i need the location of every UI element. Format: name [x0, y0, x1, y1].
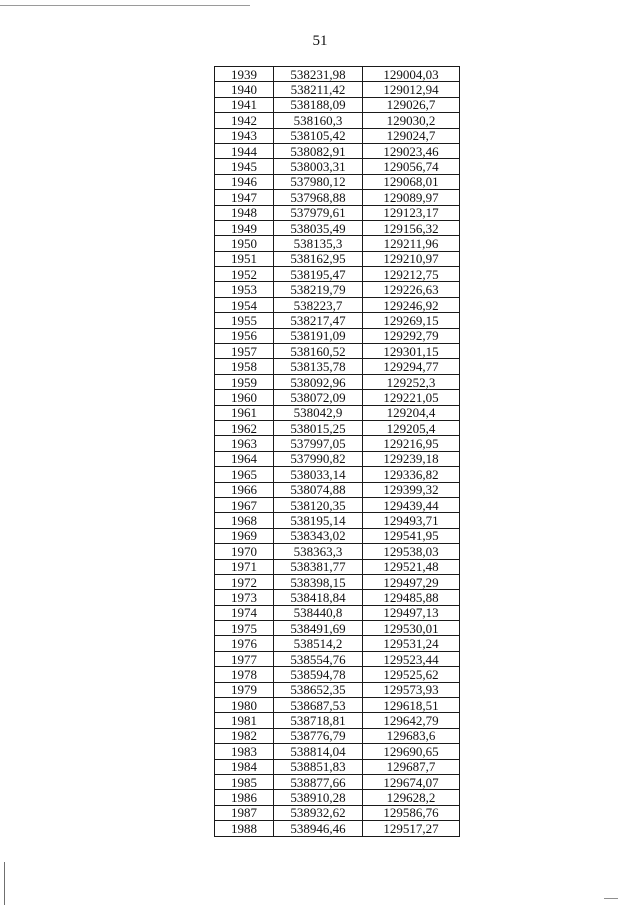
table-row: [215, 805, 460, 820]
year-cell: 1986: [215, 790, 274, 805]
year-cell: 1951: [215, 251, 274, 266]
table-row: [215, 744, 460, 759]
year-cell: 1978: [215, 667, 274, 682]
year-cell: 1947: [215, 190, 274, 205]
table-row: [215, 759, 460, 774]
x-coordinate-cell: 538687,53: [274, 698, 363, 713]
y-coordinate-cell: 129068,01: [363, 174, 460, 189]
x-coordinate-cell: 538003,31: [274, 159, 363, 174]
year-cell: 1955: [215, 313, 274, 328]
x-coordinate-cell: 537979,61: [274, 205, 363, 220]
x-coordinate-cell: 538652,35: [274, 682, 363, 697]
table-row: [215, 82, 460, 97]
year-cell: 1950: [215, 236, 274, 251]
x-coordinate-cell: 538946,46: [274, 821, 363, 836]
table-row: [215, 667, 460, 682]
year-cell: 1948: [215, 205, 274, 220]
table-row: [215, 359, 460, 374]
x-coordinate-cell: 538223,7: [274, 297, 363, 312]
year-cell: 1982: [215, 728, 274, 743]
year-cell: 1969: [215, 528, 274, 543]
y-coordinate-cell: 129439,44: [363, 497, 460, 512]
y-coordinate-cell: 129089,97: [363, 190, 460, 205]
y-coordinate-cell: 129523,44: [363, 651, 460, 666]
x-coordinate-cell: 538015,25: [274, 420, 363, 435]
y-coordinate-cell: 129683,6: [363, 728, 460, 743]
y-coordinate-cell: 129521,48: [363, 559, 460, 574]
x-coordinate-cell: 538082,91: [274, 143, 363, 158]
table-row: [215, 682, 460, 697]
y-coordinate-cell: 129216,95: [363, 436, 460, 451]
coordinates-table-body: [215, 67, 460, 837]
table-row: [215, 420, 460, 435]
table-row: [215, 220, 460, 235]
x-coordinate-cell: 538776,79: [274, 728, 363, 743]
y-coordinate-cell: 129030,2: [363, 113, 460, 128]
table-row: [215, 513, 460, 528]
year-cell: 1968: [215, 513, 274, 528]
y-coordinate-cell: 129690,65: [363, 744, 460, 759]
year-cell: 1967: [215, 497, 274, 512]
y-coordinate-cell: 129538,03: [363, 544, 460, 559]
year-cell: 1940: [215, 82, 274, 97]
year-cell: 1954: [215, 297, 274, 312]
x-coordinate-cell: 538363,3: [274, 544, 363, 559]
table-row: [215, 621, 460, 636]
y-coordinate-cell: 129012,94: [363, 82, 460, 97]
x-coordinate-cell: 537990,82: [274, 451, 363, 466]
x-coordinate-cell: 538418,84: [274, 590, 363, 605]
year-cell: 1985: [215, 774, 274, 789]
year-cell: 1979: [215, 682, 274, 697]
x-coordinate-cell: 538211,42: [274, 82, 363, 97]
year-cell: 1943: [215, 128, 274, 143]
x-coordinate-cell: 538851,83: [274, 759, 363, 774]
y-coordinate-cell: 129642,79: [363, 713, 460, 728]
x-coordinate-cell: 538814,04: [274, 744, 363, 759]
year-cell: 1959: [215, 374, 274, 389]
y-coordinate-cell: 129292,79: [363, 328, 460, 343]
table-row: [215, 174, 460, 189]
x-coordinate-cell: 538910,28: [274, 790, 363, 805]
table-row: [215, 97, 460, 112]
table-row: [215, 128, 460, 143]
page-number: 51: [312, 33, 328, 49]
y-coordinate-cell: 129497,13: [363, 605, 460, 620]
table-row: [215, 267, 460, 282]
x-coordinate-cell: 538188,09: [274, 97, 363, 112]
table-row: [215, 821, 460, 836]
year-cell: 1976: [215, 636, 274, 651]
y-coordinate-cell: 129525,62: [363, 667, 460, 682]
scan-top-rule: [0, 5, 250, 6]
year-cell: 1977: [215, 651, 274, 666]
year-cell: 1965: [215, 467, 274, 482]
year-cell: 1956: [215, 328, 274, 343]
table-row: [215, 497, 460, 512]
x-coordinate-cell: 538217,47: [274, 313, 363, 328]
y-coordinate-cell: 129628,2: [363, 790, 460, 805]
x-coordinate-cell: 538195,47: [274, 267, 363, 282]
coordinates-table-container: [214, 66, 458, 837]
year-cell: 1949: [215, 220, 274, 235]
table-row: [215, 544, 460, 559]
y-coordinate-cell: 129301,15: [363, 344, 460, 359]
scan-left-edge-mark: [4, 862, 5, 905]
x-coordinate-cell: 537968,88: [274, 190, 363, 205]
x-coordinate-cell: 538381,77: [274, 559, 363, 574]
x-coordinate-cell: 538033,14: [274, 467, 363, 482]
y-coordinate-cell: 129246,92: [363, 297, 460, 312]
table-row: [215, 590, 460, 605]
year-cell: 1972: [215, 574, 274, 589]
table-row: [215, 451, 460, 466]
x-coordinate-cell: 538440,8: [274, 605, 363, 620]
table-row: [215, 374, 460, 389]
y-coordinate-cell: 129399,32: [363, 482, 460, 497]
year-cell: 1944: [215, 143, 274, 158]
table-row: [215, 482, 460, 497]
year-cell: 1945: [215, 159, 274, 174]
year-cell: 1961: [215, 405, 274, 420]
x-coordinate-cell: 538092,96: [274, 374, 363, 389]
table-row: [215, 236, 460, 251]
y-coordinate-cell: 129210,97: [363, 251, 460, 266]
x-coordinate-cell: 538343,02: [274, 528, 363, 543]
y-coordinate-cell: 129023,46: [363, 143, 460, 158]
y-coordinate-cell: 129485,88: [363, 590, 460, 605]
table-row: [215, 190, 460, 205]
year-cell: 1975: [215, 621, 274, 636]
table-row: [215, 251, 460, 266]
x-coordinate-cell: 537980,12: [274, 174, 363, 189]
y-coordinate-cell: 129573,93: [363, 682, 460, 697]
table-row: [215, 651, 460, 666]
coordinates-table: [214, 66, 460, 837]
x-coordinate-cell: 538042,9: [274, 405, 363, 420]
table-row: [215, 528, 460, 543]
table-row: [215, 713, 460, 728]
x-coordinate-cell: 538219,79: [274, 282, 363, 297]
y-coordinate-cell: 129056,74: [363, 159, 460, 174]
y-coordinate-cell: 129211,96: [363, 236, 460, 251]
scan-bottom-mark: [604, 898, 618, 899]
table-row: [215, 159, 460, 174]
year-cell: 1963: [215, 436, 274, 451]
year-cell: 1981: [215, 713, 274, 728]
x-coordinate-cell: 537997,05: [274, 436, 363, 451]
table-row: [215, 698, 460, 713]
year-cell: 1980: [215, 698, 274, 713]
table-row: [215, 67, 460, 82]
year-cell: 1966: [215, 482, 274, 497]
year-cell: 1988: [215, 821, 274, 836]
year-cell: 1958: [215, 359, 274, 374]
y-coordinate-cell: 129221,05: [363, 390, 460, 405]
y-coordinate-cell: 129026,7: [363, 97, 460, 112]
x-coordinate-cell: 538120,35: [274, 497, 363, 512]
y-coordinate-cell: 129517,27: [363, 821, 460, 836]
y-coordinate-cell: 129252,3: [363, 374, 460, 389]
year-cell: 1953: [215, 282, 274, 297]
year-cell: 1939: [215, 67, 274, 82]
table-row: [215, 467, 460, 482]
x-coordinate-cell: 538195,14: [274, 513, 363, 528]
table-row: [215, 205, 460, 220]
y-coordinate-cell: 129204,4: [363, 405, 460, 420]
table-row: [215, 313, 460, 328]
y-coordinate-cell: 129156,32: [363, 220, 460, 235]
y-coordinate-cell: 129674,07: [363, 774, 460, 789]
year-cell: 1964: [215, 451, 274, 466]
year-cell: 1970: [215, 544, 274, 559]
table-row: [215, 390, 460, 405]
y-coordinate-cell: 129541,95: [363, 528, 460, 543]
year-cell: 1962: [215, 420, 274, 435]
x-coordinate-cell: 538160,52: [274, 344, 363, 359]
table-row: [215, 297, 460, 312]
table-row: [215, 559, 460, 574]
table-row: [215, 574, 460, 589]
year-cell: 1941: [215, 97, 274, 112]
year-cell: 1984: [215, 759, 274, 774]
table-row: [215, 328, 460, 343]
x-coordinate-cell: 538877,66: [274, 774, 363, 789]
x-coordinate-cell: 538135,3: [274, 236, 363, 251]
year-cell: 1971: [215, 559, 274, 574]
table-row: [215, 636, 460, 651]
year-cell: 1974: [215, 605, 274, 620]
y-coordinate-cell: 129531,24: [363, 636, 460, 651]
x-coordinate-cell: 538932,62: [274, 805, 363, 820]
year-cell: 1946: [215, 174, 274, 189]
table-row: [215, 344, 460, 359]
year-cell: 1952: [215, 267, 274, 282]
x-coordinate-cell: 538035,49: [274, 220, 363, 235]
table-row: [215, 282, 460, 297]
x-coordinate-cell: 538162,95: [274, 251, 363, 266]
y-coordinate-cell: 129336,82: [363, 467, 460, 482]
table-row: [215, 790, 460, 805]
x-coordinate-cell: 538072,09: [274, 390, 363, 405]
year-cell: 1987: [215, 805, 274, 820]
y-coordinate-cell: 129212,75: [363, 267, 460, 282]
y-coordinate-cell: 129687,7: [363, 759, 460, 774]
year-cell: 1957: [215, 344, 274, 359]
y-coordinate-cell: 129024,7: [363, 128, 460, 143]
table-row: [215, 143, 460, 158]
y-coordinate-cell: 129530,01: [363, 621, 460, 636]
x-coordinate-cell: 538398,15: [274, 574, 363, 589]
x-coordinate-cell: 538231,98: [274, 67, 363, 82]
table-row: [215, 113, 460, 128]
table-row: [215, 605, 460, 620]
year-cell: 1960: [215, 390, 274, 405]
y-coordinate-cell: 129004,03: [363, 67, 460, 82]
x-coordinate-cell: 538491,69: [274, 621, 363, 636]
y-coordinate-cell: 129123,17: [363, 205, 460, 220]
y-coordinate-cell: 129269,15: [363, 313, 460, 328]
x-coordinate-cell: 538594,78: [274, 667, 363, 682]
year-cell: 1983: [215, 744, 274, 759]
y-coordinate-cell: 129294,77: [363, 359, 460, 374]
y-coordinate-cell: 129618,51: [363, 698, 460, 713]
x-coordinate-cell: 538191,09: [274, 328, 363, 343]
x-coordinate-cell: 538105,42: [274, 128, 363, 143]
table-row: [215, 405, 460, 420]
y-coordinate-cell: 129205,4: [363, 420, 460, 435]
x-coordinate-cell: 538135,78: [274, 359, 363, 374]
year-cell: 1973: [215, 590, 274, 605]
table-row: [215, 436, 460, 451]
y-coordinate-cell: 129239,18: [363, 451, 460, 466]
y-coordinate-cell: 129493,71: [363, 513, 460, 528]
x-coordinate-cell: 538514,2: [274, 636, 363, 651]
y-coordinate-cell: 129226,63: [363, 282, 460, 297]
y-coordinate-cell: 129586,76: [363, 805, 460, 820]
table-row: [215, 774, 460, 789]
table-row: [215, 728, 460, 743]
y-coordinate-cell: 129497,29: [363, 574, 460, 589]
x-coordinate-cell: 538554,76: [274, 651, 363, 666]
x-coordinate-cell: 538074,88: [274, 482, 363, 497]
x-coordinate-cell: 538160,3: [274, 113, 363, 128]
year-cell: 1942: [215, 113, 274, 128]
x-coordinate-cell: 538718,81: [274, 713, 363, 728]
